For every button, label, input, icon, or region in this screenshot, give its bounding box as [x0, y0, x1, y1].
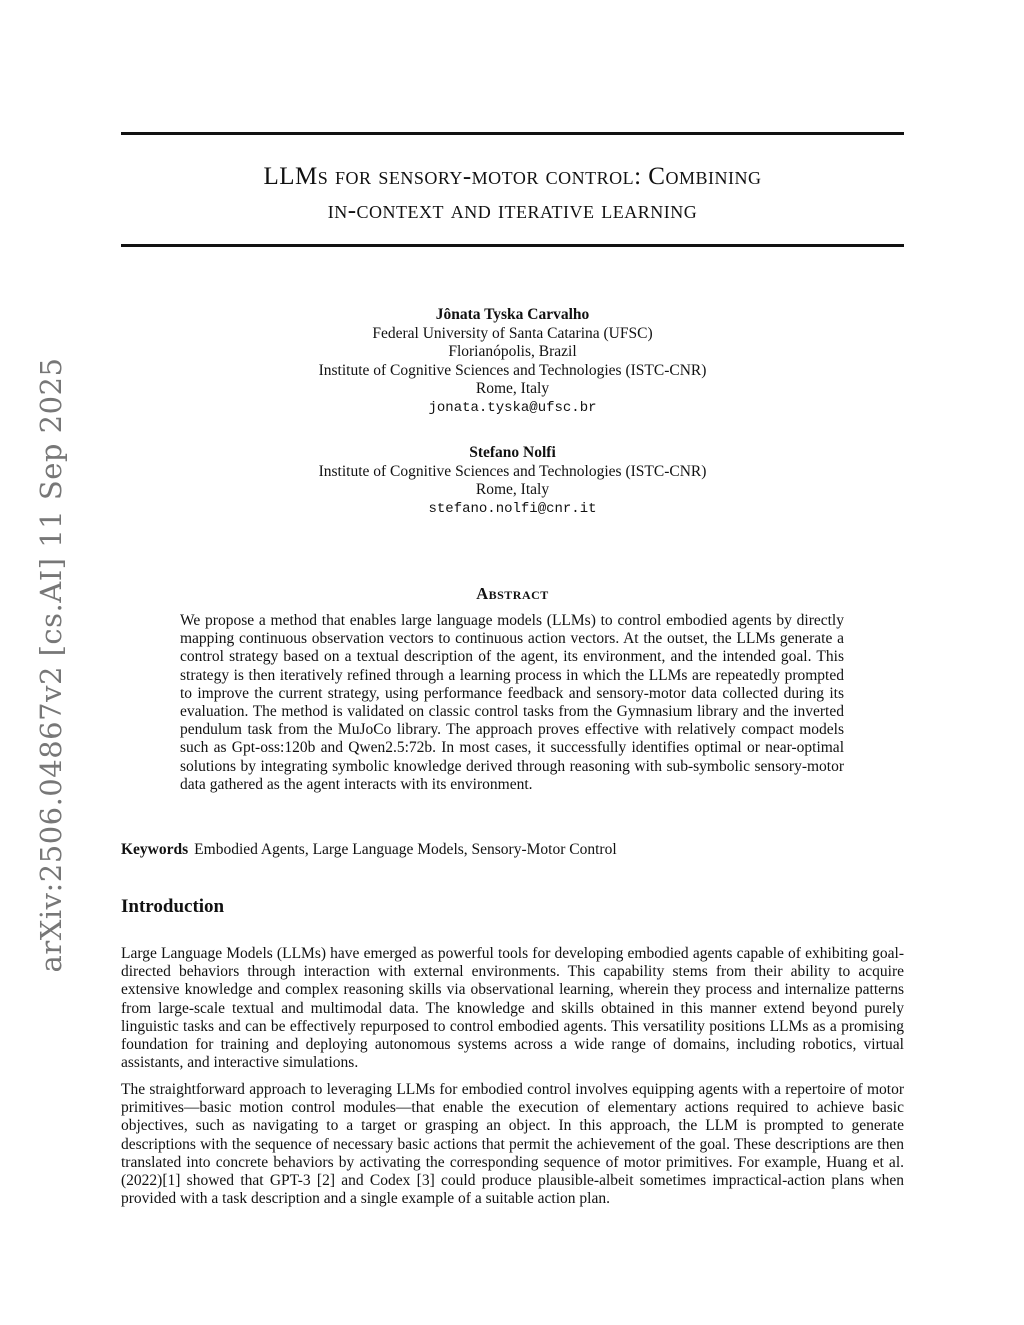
title-line-1: LLMs for sensory-motor control: Combining [263, 163, 762, 190]
author-1 [121, 306, 904, 417]
author-email[interactable]: jonata.tyska@ufsc.br [428, 399, 597, 416]
intro-paragraph-1: Large Language Models (LLMs) have emerged as powerful tools for developing embodied agents capable of exhibiting goal-directed behaviors through interaction with external environments. This capability stems from their ability to acquire extensive knowledge and complex reasoning skills via observational learning, wherein they process and internalize patterns from large-scale textual and multimodal data. The knowledge and skills obtained in this manner extend beyond purely linguistic tasks and can be effectively repurposed to control embodied agents. This versatility positions LLMs as a promising foundation for training and deploying autonomous systems across a wide range of domains, including robotics, virtual assistants, and interactive simulations. [121, 945, 904, 1072]
author-location: Florianópolis, Brazil [448, 343, 577, 360]
author-affiliation: Federal University of Santa Catarina (UFSC) [372, 324, 653, 342]
title-rule-top [121, 132, 904, 135]
title-line-2: in-context and iterative learning [327, 197, 698, 224]
section-heading-introduction: Introduction [121, 896, 225, 917]
title-rule-bottom [121, 244, 904, 247]
author-name: Jônata Tyska Carvalho [435, 306, 590, 323]
author-2 [121, 444, 904, 518]
abstract-text: We propose a method that enables large language models (LLMs) to control embodied agents by directly mapping continuous observation vectors to continuous action vectors. At the outset, the LLMs generate a control strategy based on a textual description of the agent, its environment, and the intended goal. This strategy is then iteratively refined through a learning process in which the LLMs are repeatedly prompted to improve the current strategy, using performance feedback and sensory-motor data collected during its evaluation. The method is validated on classic control tasks from the Gymnasium library and the inverted pendulum task from the MuJoCo library. The approach proves effective with relatively compact models such as Gpt-oss:120b and Qwen2.5:72b. In most cases, it successfully identifies optimal or near-optimal solutions by integrating symbolic knowledge derived through reasoning with sub-symbolic sensory-motor data gathered as the agent interacts with its environment. [180, 612, 844, 793]
arxiv-identifier: arXiv:2506.04867v2 [cs.AI] 11 Sep 2025 [34, 357, 68, 973]
author-location: Rome, Italy [475, 481, 550, 498]
author-email[interactable]: stefano.nolfi@cnr.it [428, 500, 597, 517]
author-name: Stefano Nolfi [469, 444, 556, 461]
author-location: Rome, Italy [475, 380, 550, 397]
intro-paragraph-2: The straightforward approach to leveraging LLMs for embodied control involves equipping agents with a repertoire of motor primitives—basic motion control modules—that enable the execution of elementary actions required to achieve basic objectives, such as navigating to a target or grasping an object. In this approach, the LLM is prompted to generate descriptions with the sequence of necessary basic actions that permit the achievement of the goal. These descriptions are then translated into concrete behaviors by activating the corresponding sequence of motor primitives. For example, Huang et al. (2022)[1] showed that GPT-3 [2] and Codex [3] could produce plausible-albeit sometimes impractical-action plans when provided with a task description and a single example of a suitable action plan. [121, 1081, 904, 1208]
keywords [121, 841, 617, 859]
keywords-text: Embodied Agents, Large Language Models, Sensory-Motor Control [194, 841, 617, 858]
author-affiliation: Institute of Cognitive Sciences and Technologies (ISTC-CNR) [318, 361, 707, 379]
author-affiliation: Institute of Cognitive Sciences and Technologies (ISTC-CNR) [318, 462, 707, 480]
keywords-label: Keywords [121, 841, 189, 858]
paper-title [121, 160, 904, 228]
abstract-heading: Abstract [476, 584, 549, 603]
arxiv-sidebar [33, 357, 69, 973]
